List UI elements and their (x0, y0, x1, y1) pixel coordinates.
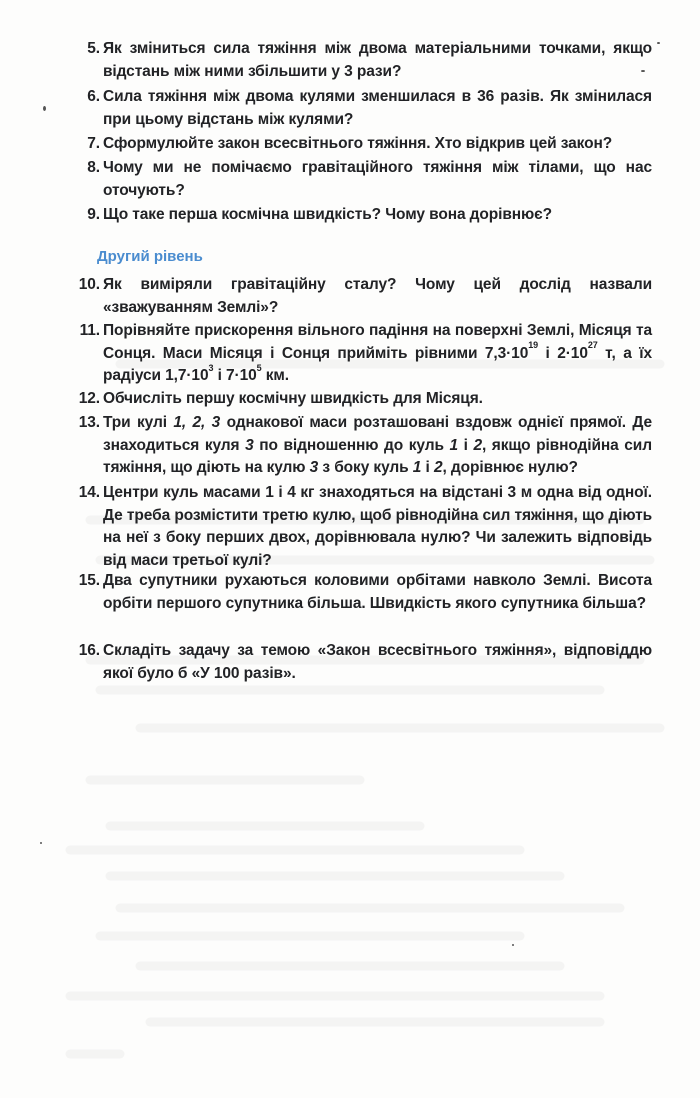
question-11 (78, 320, 652, 388)
question-9 (78, 204, 652, 227)
question-10 (78, 274, 652, 319)
text-part: і (458, 436, 474, 454)
question-6 (78, 86, 652, 131)
question-number: 14. (78, 484, 100, 501)
question-number: 15. (78, 572, 100, 589)
question-text: Сила тяжіння між двома кулями зменшилася в 36 разів. Як змінилася при цьому відстань між кулями? (103, 88, 652, 128)
question-text: Складіть задачу за темою «Закон всесвітнього тяжіння», відповіддю якої було б «У 100 разів». (103, 642, 652, 682)
text-part: т, а їх радіуси 1,7·10 (103, 344, 652, 384)
text-part: Три кулі (103, 414, 174, 431)
question-text: Як виміряли гравітаційну сталу? Чому цей дослід назвали «зважуванням Землі»? (103, 276, 652, 316)
question-text: Чому ми не помічаємо гравітаційного тяжіння між тілами, що нас оточують? (103, 159, 652, 199)
text-part: і 7·10 (213, 367, 257, 384)
italic-ball-number: 3 (245, 436, 254, 454)
question-number: 6. (87, 88, 100, 105)
section-heading-second-level: Другий рівень (97, 248, 203, 265)
exponent: 5 (256, 362, 262, 373)
question-number: 8. (87, 159, 100, 176)
question-7 (78, 133, 652, 156)
question-number: 16. (78, 642, 100, 659)
text-part: по відношенню до куль (253, 436, 450, 454)
question-5 (78, 38, 652, 83)
question-number: 9. (87, 206, 100, 223)
text-part: з боку куль (318, 459, 413, 476)
question-12 (78, 388, 652, 411)
question-16 (78, 640, 652, 685)
italic-ball-number: 1, 2, 3 (173, 414, 221, 431)
scan-speck (43, 106, 46, 111)
question-number: 10. (78, 276, 100, 293)
question-8 (78, 157, 652, 202)
exponent: 3 (208, 362, 214, 373)
question-text: Як зміниться сила тяжіння між двома матеріальними точками, якщо відстань між ними збільшити у 3 рази? (103, 40, 652, 80)
text-part: і 2·10 (538, 344, 588, 362)
question-text: Сформулюйте закон всесвітнього тяжіння. Хто відкрив цей закон? (103, 135, 613, 152)
question-text (103, 320, 652, 388)
question-number: 13. (78, 414, 100, 431)
text-part: , дорівнює нулю? (442, 459, 578, 476)
italic-ball-number: 3 (309, 459, 319, 476)
italic-ball-number: 2 (473, 436, 482, 454)
scan-speck (40, 842, 42, 844)
question-number: 12. (78, 390, 100, 407)
question-number: 7. (87, 135, 100, 152)
text-part: , якщо рівнодійна сил тяжіння, що діють на кулю (103, 436, 652, 476)
question-text (103, 412, 652, 480)
question-text: Центри куль масами 1 і 4 кг знаходяться на відстані 3 м одна від одної. Де треба розмістити третю кулю, щоб рівнодійна сил тяжіння, що діють на неї з боку перших двох, дорівнювала нулю? Чи залежить відповідь від маси третьої кулі? (103, 484, 652, 569)
text-part: і (421, 459, 434, 476)
exponent: 27 (587, 340, 598, 351)
question-number: 11. (79, 322, 100, 339)
question-15 (78, 570, 652, 615)
text-part: Порівняйте прискорення вільного падіння на поверхні Землі, Місяця та Сонця. Маси Місяця і Сонця прийміть рівними 7,3·10 (103, 322, 652, 362)
italic-ball-number: 1 (449, 436, 459, 454)
scan-speck (512, 944, 514, 946)
italic-ball-number: 2 (433, 459, 443, 476)
question-13 (78, 412, 652, 480)
question-number: 5. (87, 40, 100, 57)
exponent: 19 (528, 340, 539, 351)
question-text: Два супутники рухаються коловими орбітами навколо Землі. Висота орбіти першого супутника більша. Швидкість якого супутника більша? (103, 572, 652, 612)
question-text: Що таке перша космічна швидкість? Чому вона дорівнює? (103, 206, 553, 223)
question-text: Обчисліть першу космічну швидкість для Місяця. (103, 390, 483, 407)
text-part: км. (261, 367, 289, 384)
italic-ball-number: 1 (412, 459, 422, 476)
text-part: однакової маси розташовані вздовж однієї прямої. Де знаходиться куля (103, 414, 653, 454)
question-14 (78, 482, 652, 572)
scan-speck (657, 42, 660, 44)
